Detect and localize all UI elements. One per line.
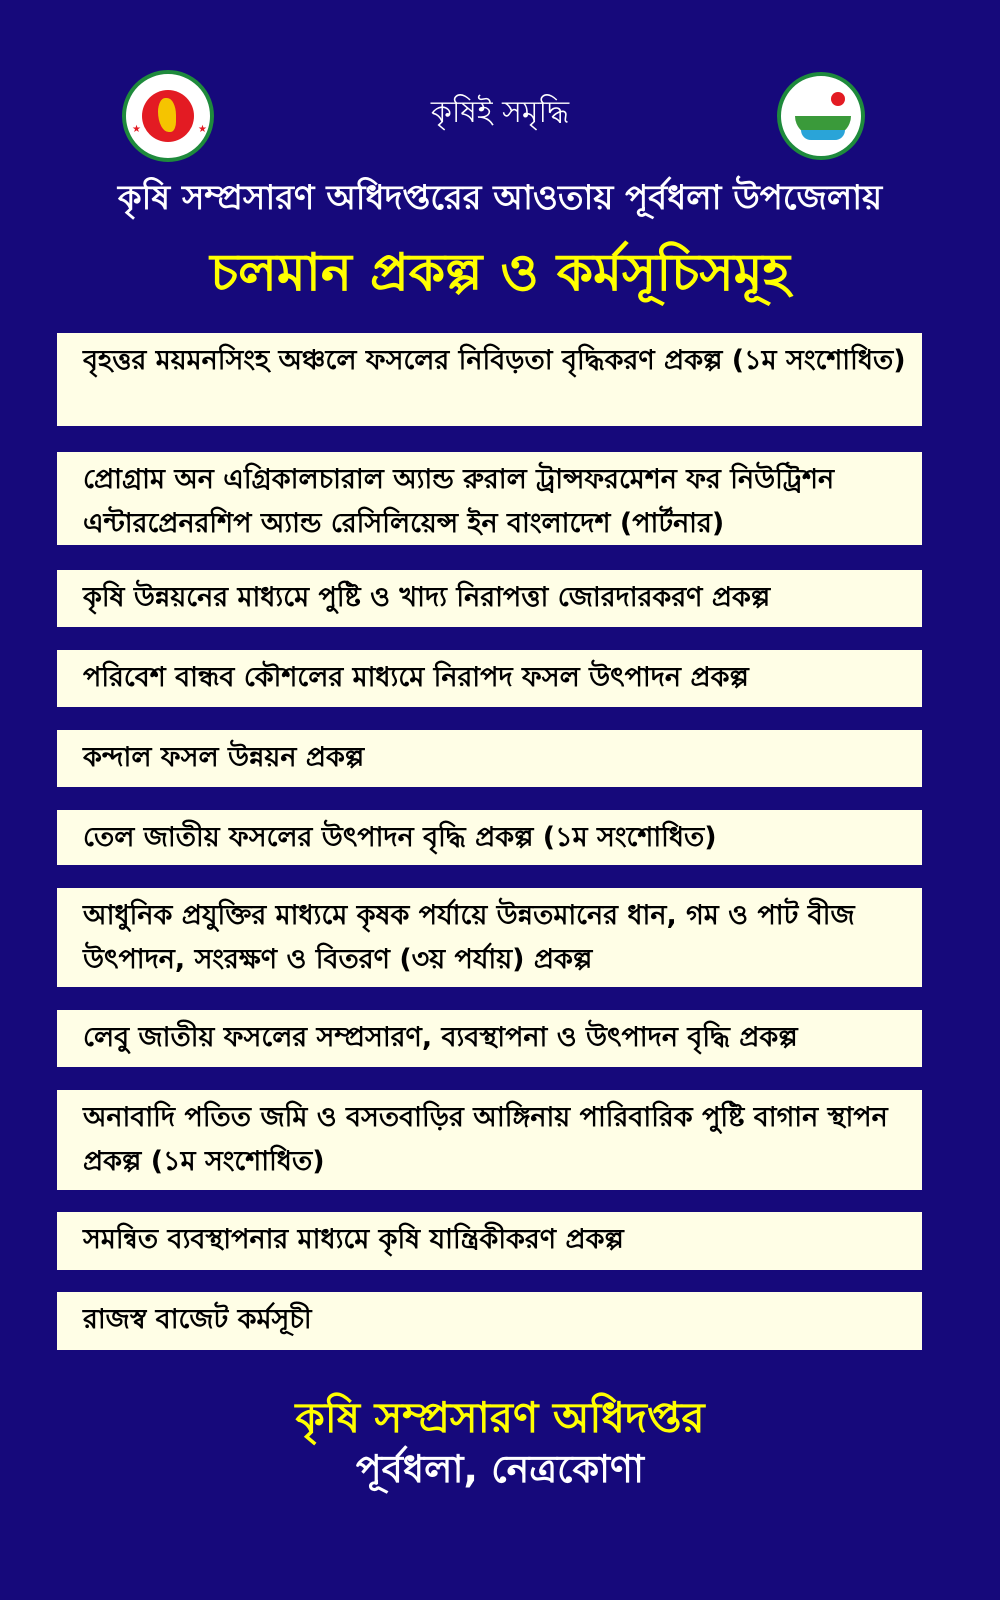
project-item: রাজস্ব বাজেট কর্মসূচী (57, 1292, 922, 1350)
footer-location: পূর্বধলা, নেত্রকোণা (355, 1447, 645, 1491)
page-heading: চলমান প্রকল্প ও কর্মসূচিসমূহ (210, 243, 790, 303)
project-item: লেবু জাতীয় ফসলের সম্প্রসারণ, ব্যবস্থাপনা ও উৎপাদন বৃদ্ধি প্রকল্প (57, 1010, 922, 1067)
motto: কৃষিই সমৃদ্ধি (430, 95, 570, 130)
footer-office: কৃষি সম্প্রসারণ অধিদপ্তর (295, 1393, 705, 1442)
project-item: কৃষি উন্নয়নের মাধ্যমে পুষ্টি ও খাদ্য নিরাপত্তা জোরদারকরণ প্রকল্প (57, 570, 922, 627)
project-item: পরিবেশ বান্ধব কৌশলের মাধ্যমে নিরাপদ ফসল উৎপাদন প্রকল্প (57, 650, 922, 707)
project-item: বৃহত্তর ময়মনসিংহ অঞ্চলে ফসলের নিবিড়তা বৃদ্ধিকরণ প্রকল্প (১ম সংশোধিত) (57, 333, 922, 426)
project-item: সমন্বিত ব্যবস্থাপনার মাধ্যমে কৃষি যান্ত্রিকীকরণ প্রকল্প (57, 1212, 922, 1270)
page-title: কৃষি সম্প্রসারণ অধিদপ্তরের আওতায় পূর্বধলা উপজেলায় (117, 178, 883, 218)
project-item: কন্দাল ফসল উন্নয়ন প্রকল্প (57, 730, 922, 787)
project-item: অনাবাদি পতিত জমি ও বসতবাড়ির আঙ্গিনায় পারিবারিক পুষ্টি বাগান স্থাপন প্রকল্প (১ম সংশোধিত) (57, 1090, 922, 1190)
project-item: আধুনিক প্রযুক্তির মাধ্যমে কৃষক পর্যায়ে উন্নতমানের ধান, গম ও পাট বীজ উৎপাদন, সংরক্ষণ ও বিতরণ (৩য় পর্যায়) প্রকল্প (57, 888, 922, 987)
project-item: প্রোগ্রাম অন এগ্রিকালচারাল অ্যান্ড রুরাল ট্রান্সফরমেশন ফর নিউট্রিশন এন্টারপ্রেনরশিপ অ্যান্ড রেসিলিয়েন্স ইন বাংলাদেশ (পার্টনার) (57, 452, 922, 545)
star-icon: ★ (198, 124, 207, 135)
star-icon: ★ (132, 124, 141, 135)
project-item: তেল জাতীয় ফসলের উৎপাদন বৃদ্ধি প্রকল্প (১ম সংশোধিত) (57, 810, 922, 865)
